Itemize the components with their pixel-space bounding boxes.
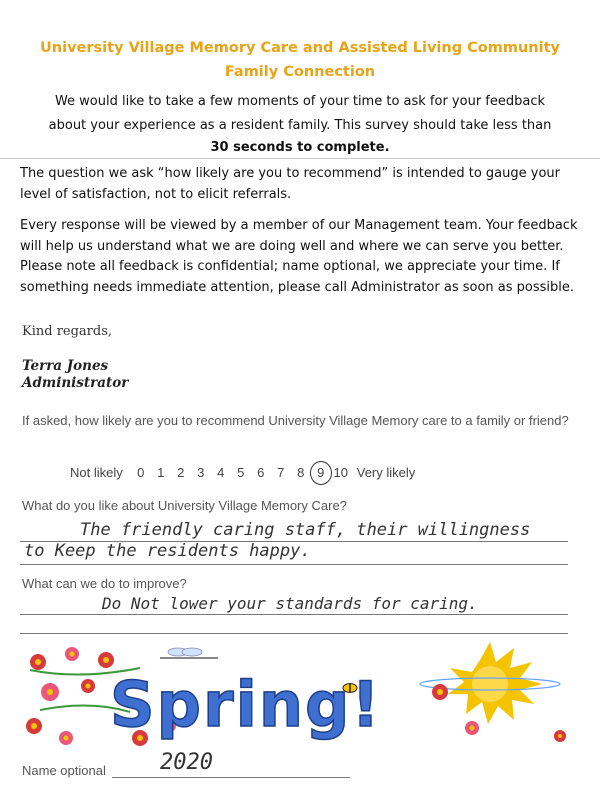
scale-option[interactable]: 10: [333, 465, 348, 480]
question-improve: What can we do to improve?: [22, 576, 187, 591]
sun-icon: [420, 642, 560, 724]
scale-option[interactable]: 5: [237, 465, 245, 480]
paragraph-feedback: Every response will be viewed by a member of our Management team. Your feedback will help us understand what we are doing well and where we can serve you better. Please note all feedback is confidential; name optional, we appreciate your time. If something needs immediate attention, please call Administrator as soon as possible.: [20, 218, 578, 295]
intro-line-3: 30 seconds to complete.: [210, 140, 390, 155]
scale-option[interactable]: 3: [197, 465, 205, 480]
scale-low-label: Not likely: [70, 465, 123, 480]
intro-line-1: We would like to take a few moments of your time to ask for your feedback: [54, 94, 546, 109]
likelihood-scale[interactable]: [70, 465, 415, 480]
name-optional-label: Name optional: [22, 763, 106, 778]
form-title: University Village Memory Care and Assisted Living Community: [40, 40, 560, 56]
spring-banner-text: Spring!: [110, 668, 382, 741]
signature-title: Administrator: [22, 375, 129, 391]
scale-option[interactable]: 7: [277, 465, 285, 480]
dragonfly-icon: [160, 648, 218, 658]
answer-line: [20, 614, 568, 615]
closing-text: Kind regards,: [22, 324, 113, 339]
spring-banner: [20, 640, 580, 750]
scale-option[interactable]: 6: [257, 465, 265, 480]
selection-circle: [310, 461, 332, 485]
section-divider: [0, 158, 600, 159]
scale-option[interactable]: 2: [177, 465, 185, 480]
answer-line: [20, 633, 568, 634]
answer-line: [20, 564, 568, 565]
paragraph-purpose: The question we ask “how likely are you to recommend” is intended to gauge your level of satisfaction, not to elicit referrals.: [20, 166, 560, 202]
answer-likes-line-2[interactable]: to Keep the residents happy.: [24, 541, 311, 561]
question-recommend: If asked, how likely are you to recommend University Village Memory care to a family or friend?: [22, 413, 569, 428]
signature-name: Terra Jones: [22, 358, 109, 374]
answer-improve-line-1[interactable]: Do Not lower your standards for caring.: [102, 594, 478, 613]
scale-option[interactable]: 4: [217, 465, 225, 480]
question-likes: What do you like about University Village Memory Care?: [22, 498, 347, 513]
name-field-value[interactable]: 2020: [160, 750, 213, 775]
scale-option[interactable]: 0: [137, 465, 145, 480]
intro-line-2: about your experience as a resident family. This survey should take less than: [48, 118, 552, 133]
scale-option[interactable]: 1: [157, 465, 165, 480]
scale-option-selected[interactable]: [311, 465, 331, 480]
form-subtitle: Family Connection: [224, 64, 376, 80]
answer-likes-line-1[interactable]: The friendly caring staff, their willingness: [80, 520, 531, 540]
selected-score: 9: [317, 465, 325, 480]
name-line: [112, 777, 350, 778]
scale-option[interactable]: 8: [297, 465, 305, 480]
scale-high-label: Very likely: [356, 465, 416, 480]
